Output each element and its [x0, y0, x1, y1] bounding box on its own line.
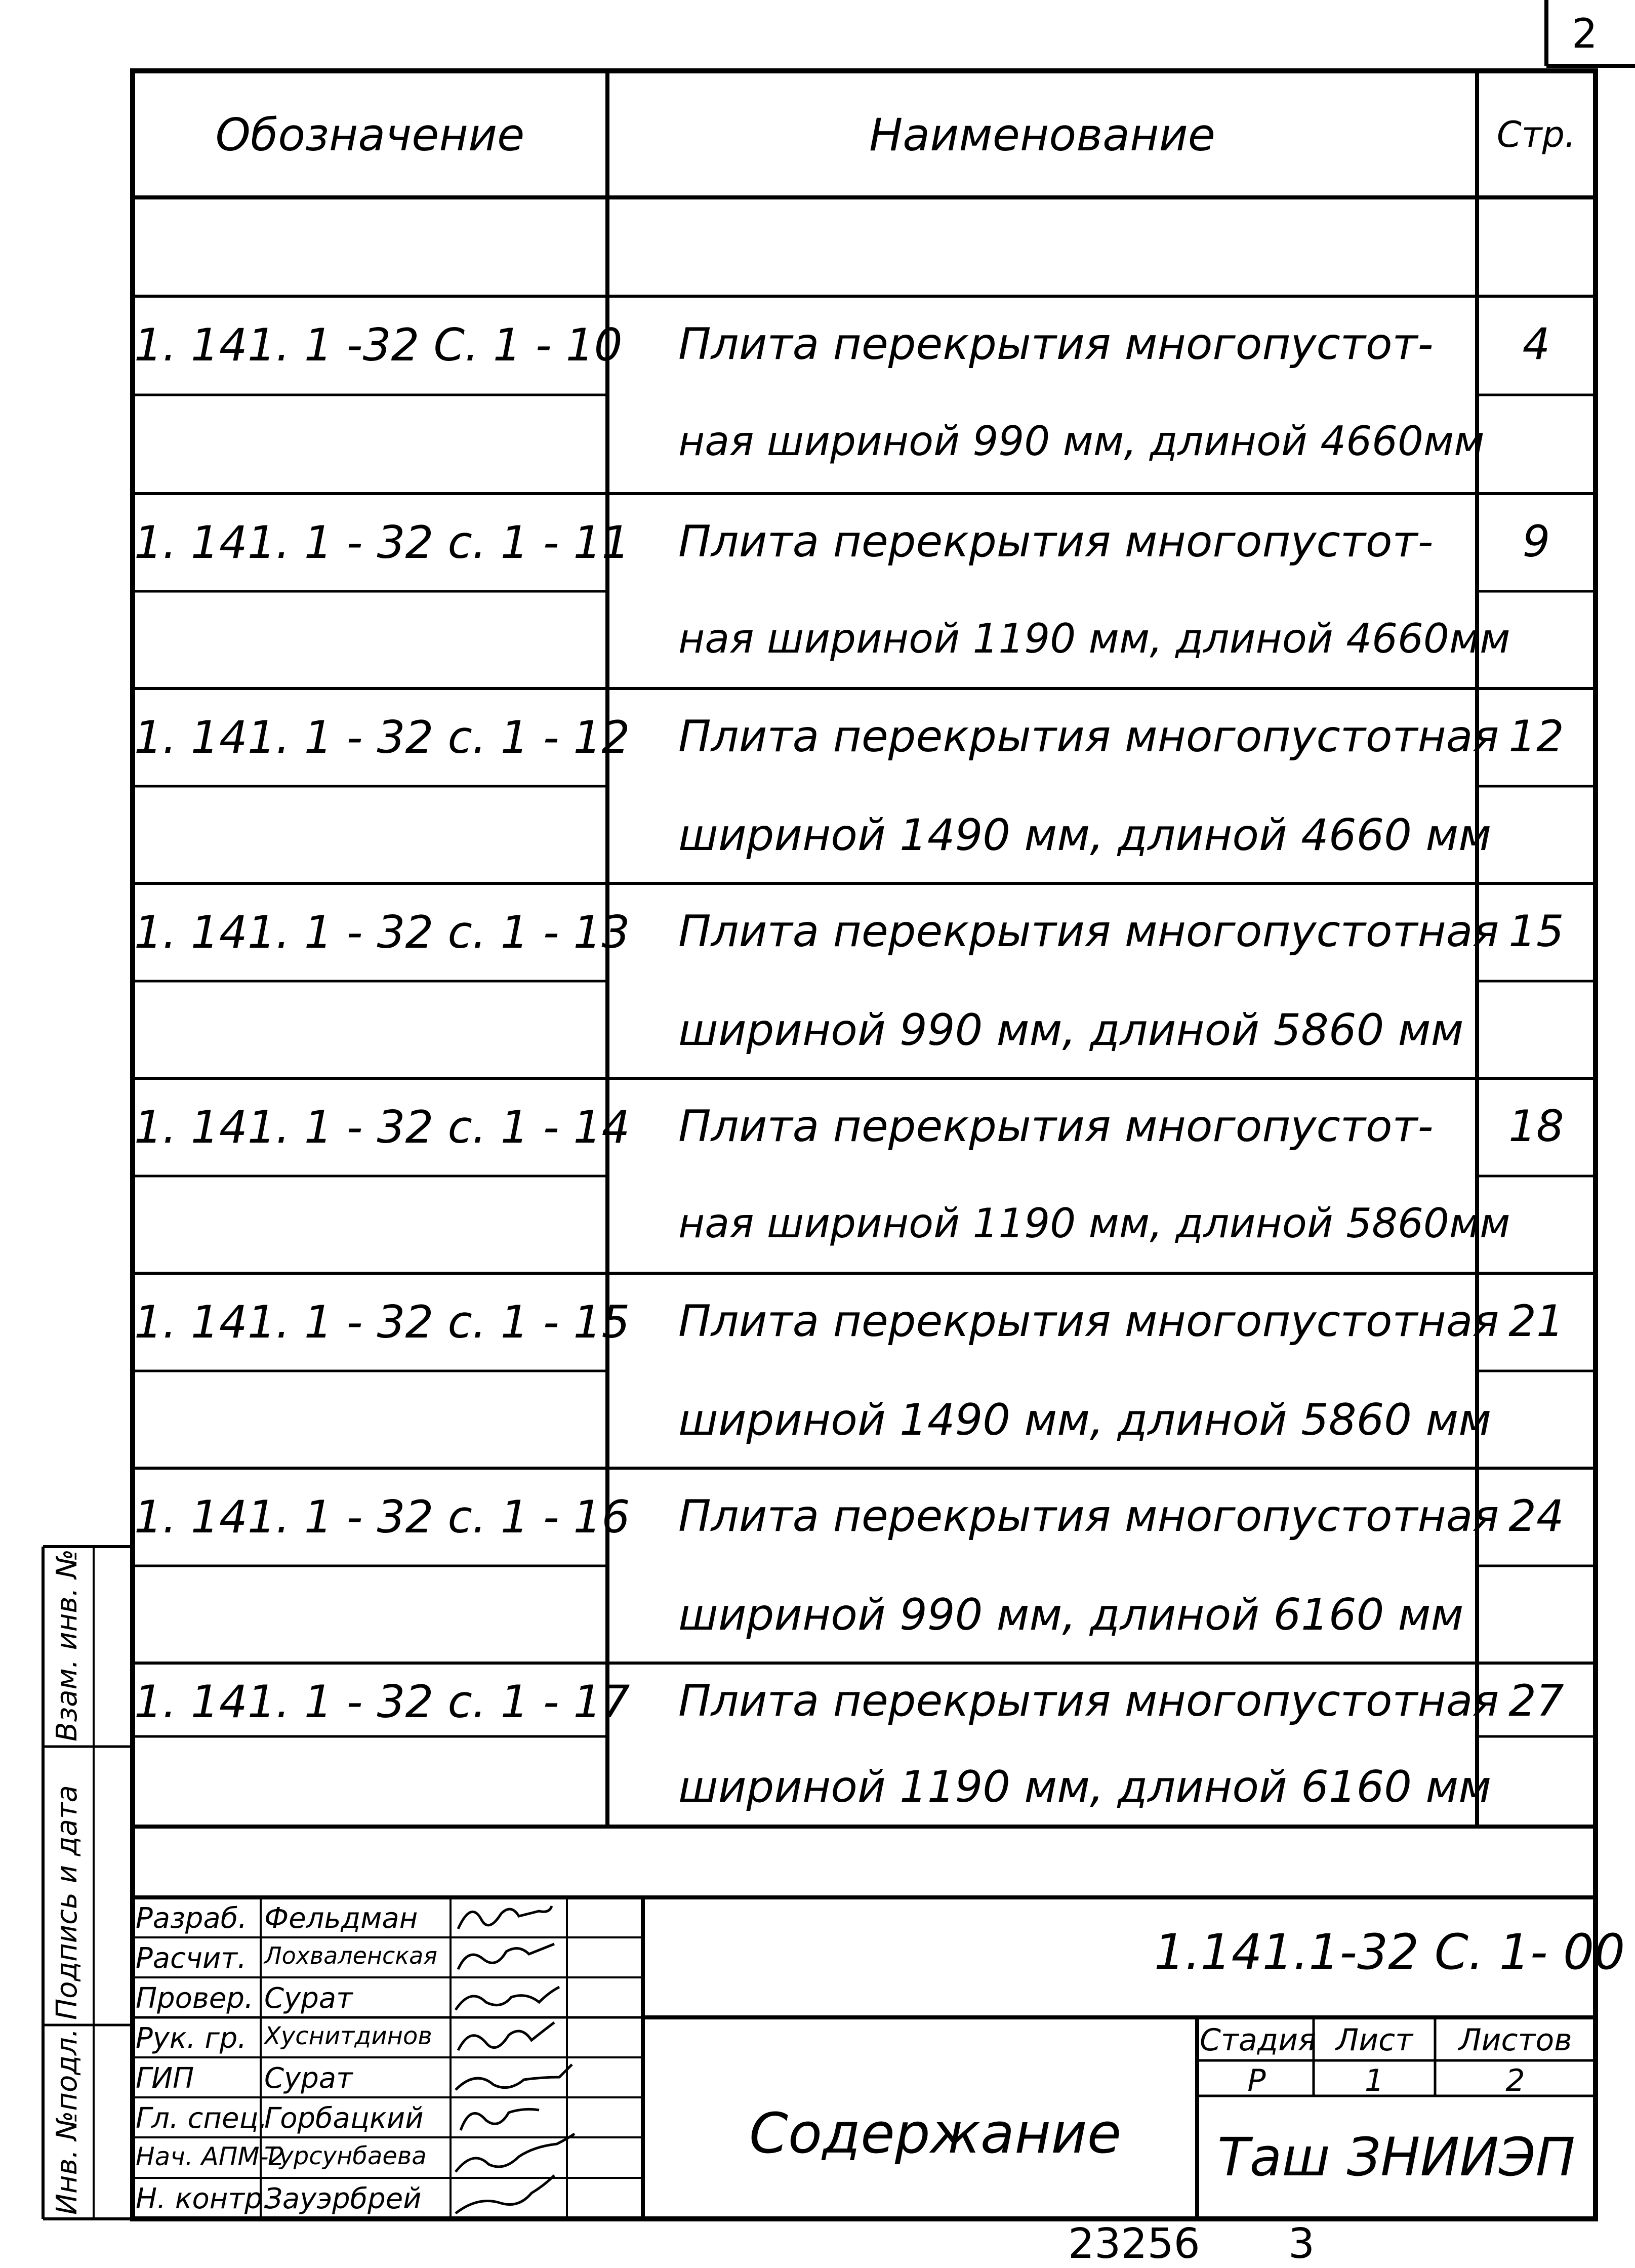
row-page: 4: [1522, 319, 1550, 370]
row-name-line1: Плита перекрытия многопустот-: [678, 319, 1434, 370]
role-label: Разраб.: [136, 1902, 248, 1935]
row-designation: 1. 141. 1 - 32 с. 1 - 17: [134, 1676, 630, 1728]
row-page: 12: [1508, 711, 1564, 762]
document-title: Содержание: [749, 2101, 1122, 2166]
row-page: 27: [1508, 1676, 1564, 1726]
row-designation: 1. 141. 1 - 32 с. 1 - 12: [134, 711, 630, 763]
person-name: Турсунбаева: [264, 2142, 427, 2170]
person-name: Лохваленская: [264, 1942, 437, 1969]
role-label: Нач. АПМ-2: [136, 2142, 285, 2171]
role-label: Рук. гр.: [136, 2022, 247, 2055]
stage-label: Стадия: [1200, 2022, 1317, 2058]
row-name-line1: Плита перекрытия многопустотная: [678, 1296, 1499, 1347]
side-label-inv-podl: Инв. №подл.: [51, 2028, 84, 2215]
sheets-label: Листов: [1458, 2022, 1572, 2058]
row-page: 24: [1508, 1491, 1564, 1542]
row-name-line2: шириной 1490 мм, длиной 4660 мм: [678, 810, 1492, 861]
sheets-value: 2: [1505, 2063, 1525, 2098]
document-code: 1.141.1-32 С. 1- 00: [1154, 1924, 1625, 1980]
row-name-line2: шириной 990 мм, длиной 5860 мм: [678, 1005, 1464, 1056]
person-name: Хуснитдинов: [264, 2022, 432, 2050]
row-designation: 1. 141. 1 - 32 с. 1 - 16: [134, 1491, 630, 1543]
role-label: Провер.: [136, 1982, 254, 2015]
row-designation: 1. 141. 1 - 32 с. 1 - 14: [134, 1101, 630, 1153]
signatures: [456, 1906, 575, 2213]
header-name: Наименование: [869, 109, 1215, 161]
row-name-line1: Плита перекрытия многопустот-: [678, 1101, 1434, 1152]
row-name-line2: шириной 1490 мм, длиной 5860 мм: [678, 1395, 1492, 1445]
side-label-vzam-inv: Взам. инв. №: [51, 1549, 84, 1742]
sheet-number: 2: [1572, 10, 1598, 57]
row-designation: 1. 141. 1 -32 С. 1 - 10: [134, 319, 623, 371]
row-name-line2: шириной 1190 мм, длиной 6160 мм: [678, 1762, 1492, 1812]
row-page: 21: [1508, 1296, 1564, 1347]
role-label: Н. контр.: [136, 2182, 272, 2215]
sheet-label: Лист: [1335, 2022, 1413, 2058]
organization: Таш ЗНИИЭП: [1217, 2126, 1575, 2188]
row-name-line1: Плита перекрытия многопустотная: [678, 1491, 1499, 1542]
row-page: 18: [1508, 1101, 1564, 1152]
role-label: Расчит.: [136, 1942, 247, 1975]
header-page: Стр.: [1496, 114, 1576, 155]
person-name: Сурат: [264, 1982, 353, 2015]
sheet-value: 1: [1364, 2063, 1384, 2098]
row-name-line2: шириной 990 мм, длиной 6160 мм: [678, 1590, 1464, 1640]
row-page: 9: [1522, 516, 1550, 567]
person-name: Зауэрбрей: [264, 2182, 422, 2215]
stage-value: Р: [1247, 2063, 1266, 2098]
row-designation: 1. 141. 1 - 32 с. 1 - 11: [134, 516, 630, 569]
row-designation: 1. 141. 1 - 32 с. 1 - 15: [134, 1296, 630, 1348]
side-label-signature-date: Подпись и дата: [51, 1785, 84, 2020]
person-name: Фельдман: [264, 1902, 418, 1935]
row-name-line1: Плита перекрытия многопустотная: [678, 906, 1499, 957]
role-label: ГИП: [136, 2062, 194, 2095]
person-name: Горбацкий: [264, 2102, 424, 2135]
header-designation: Обозначение: [215, 109, 525, 161]
row-name-line1: Плита перекрытия многопустотная: [678, 1676, 1499, 1726]
row-name-line1: Плита перекрытия многопустот-: [678, 516, 1434, 567]
role-label: Гл. спец.: [136, 2102, 268, 2135]
row-name-line2: ная шириной 990 мм, длиной 4660мм: [678, 418, 1485, 465]
row-name-line2: ная шириной 1190 мм, длиной 5860мм: [678, 1200, 1510, 1247]
row-name-line1: Плита перекрытия многопустотная: [678, 711, 1499, 762]
person-name: Сурат: [264, 2062, 353, 2095]
row-designation: 1. 141. 1 - 32 с. 1 - 13: [134, 906, 630, 958]
row-name-line2: ная шириной 1190 мм, длиной 4660мм: [678, 615, 1510, 662]
row-page: 15: [1508, 906, 1564, 957]
archive-number: 23256: [1068, 2220, 1200, 2268]
copy-number: 3: [1288, 2220, 1315, 2268]
